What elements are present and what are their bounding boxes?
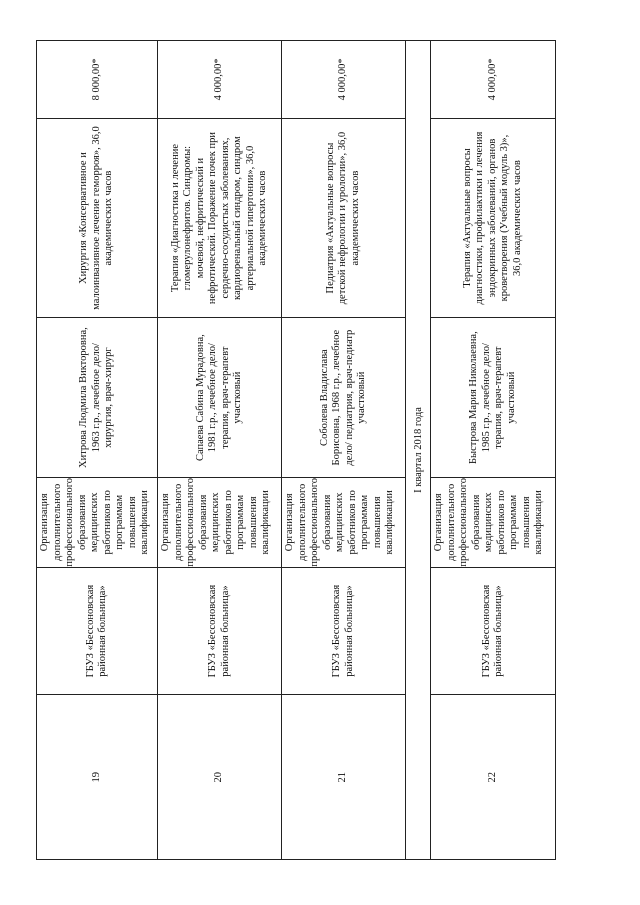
table-row xyxy=(430,40,556,860)
organization-cell: ГБУЗ «Бессоновская районная больница» xyxy=(37,567,157,695)
person-cell: Соболева Владислава Борисовна, 1968 г.р., лечебное дело/ педиатрия, врач-педиатр участковый xyxy=(282,317,405,477)
row-number: 22 xyxy=(431,694,555,859)
person-cell: Хитрова Людмила Викторовна, 1963 г.р., лечебное дело/ хирургия, врач-хирург xyxy=(37,317,157,477)
organization-cell: ГБУЗ «Бессоновская районная больница» xyxy=(282,567,405,695)
person-cell: Сапаева Сабина Мурадовна, 1981 г.р., лечебное дело/ терапия, врач-терапевт участковый xyxy=(158,317,281,477)
quarter-label: I квартал 2018 года xyxy=(412,407,424,493)
event-type-cell: Организация дополнительного профессионального образования медицинских работников по программам повышения квалификации xyxy=(282,477,405,567)
table-row xyxy=(281,40,406,860)
rotated-table-frame xyxy=(36,40,556,860)
organization-cell: ГБУЗ «Бессоновская районная больница» xyxy=(431,567,555,695)
price-cell: 4 000,00* xyxy=(486,58,498,101)
price-cell: 4 000,00* xyxy=(337,58,349,101)
program-cell: Терапия «Диагностика и лечение гломерулонефритов. Синдромы: мочевой, нефритический и нефротический. Поражение почек при сердечно-сосудистых заболеваниях, кардиоренальный синдром, синдром артериальной гипертонии», 36,0 академических часов xyxy=(158,118,281,318)
organization-cell: ГБУЗ «Бессоновская районная больница» xyxy=(158,567,281,695)
event-type-cell: Организация дополнительного профессионального образования медицинских работников по программам повышения квалификации xyxy=(158,477,281,567)
price-cell: 4 000,00* xyxy=(213,58,225,101)
rotated-table xyxy=(36,40,556,860)
person-cell: Быстрова Мария Николаевна, 1985 г.р., лечебное дело/ терапия, врач-терапевт участковый xyxy=(431,317,555,477)
table-row xyxy=(36,40,158,860)
row-number: 19 xyxy=(37,694,157,859)
program-cell: Хирургия «Консервативное и малоинвазивное лечение геморроя», 36,0 академических часов xyxy=(37,118,157,318)
program-cell: Педиатрия «Актуальные вопросы детской нефрологии и урологии», 36,0 академических часов xyxy=(282,118,405,318)
program-cell: Терапия «Актуальные вопросы диагностики, профилактики и лечения эндокринных заболеваний, органов кроветворения (Учебный модуль 3)», 36,0 академических часов xyxy=(431,118,555,318)
table-row xyxy=(157,40,282,860)
row-number: 21 xyxy=(282,694,405,859)
row-number: 20 xyxy=(158,694,281,859)
event-type-cell: Организация дополнительного профессионального образования медицинских работников по программам повышения квалификации xyxy=(431,477,555,567)
event-type-cell: Организация дополнительного профессионального образования медицинских работников по программам повышения квалификации xyxy=(37,477,157,567)
price-cell: 8 000,00* xyxy=(90,58,102,101)
quarter-header xyxy=(405,40,431,860)
